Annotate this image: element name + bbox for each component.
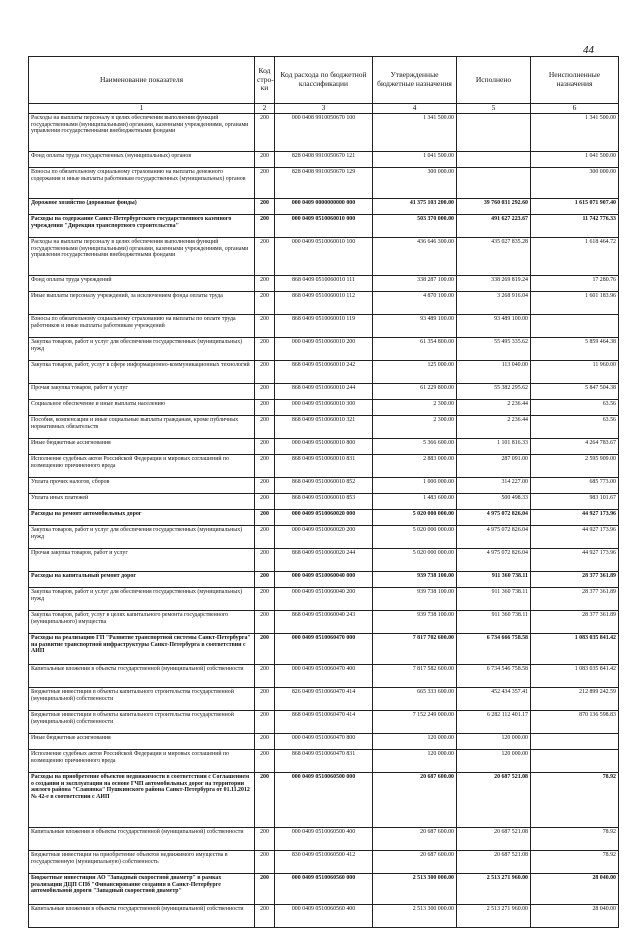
table-row <box>29 773 619 828</box>
row-name: Закупка товаров, работ и услуг для обеспечения государственных (муниципальных) нужд <box>29 588 255 611</box>
row-unexecuted: 78.92 <box>531 773 619 828</box>
row-executed: 6 734 666 758.58 <box>457 634 531 665</box>
row-unexecuted: 1 341 500.00 <box>531 114 619 152</box>
row-name: Исполнение судебных актов Российской Федерации и мировых соглашений по возмещению причиненного вреда <box>29 455 255 478</box>
row-unexecuted: 63.56 <box>531 416 619 439</box>
row-budget-code: 868 0409 0510060010 853 <box>275 494 373 510</box>
row-executed: 113 040.00 <box>457 361 531 384</box>
row-approved: 5 020 000 000.00 <box>373 549 457 572</box>
row-name: Капитальные вложения в объекты государственной (муниципальной) собственности <box>29 828 255 851</box>
table-row <box>29 711 619 734</box>
row-line-code: 200 <box>255 455 275 478</box>
row-line-code: 200 <box>255 773 275 828</box>
row-unexecuted: 28 377 361.89 <box>531 572 619 588</box>
table-row <box>29 665 619 688</box>
row-name: Уплата иных платежей <box>29 494 255 510</box>
row-line-code: 200 <box>255 439 275 455</box>
row-budget-code: 868 0409 0510060010 321 <box>275 416 373 439</box>
table-row <box>29 400 619 416</box>
table-row <box>29 510 619 526</box>
row-unexecuted <box>531 750 619 773</box>
row-executed: 120 000.00 <box>457 734 531 750</box>
table-row <box>29 734 619 750</box>
row-budget-code: 868 0409 0510060010 119 <box>275 315 373 338</box>
row-budget-code: 868 0409 0510060040 243 <box>275 611 373 634</box>
row-executed: 491 627 223.67 <box>457 215 531 238</box>
row-executed: 1 101 816.33 <box>457 439 531 455</box>
row-budget-code: 000 0409 0510060560 400 <box>275 905 373 928</box>
row-unexecuted: 44 927 173.96 <box>531 526 619 549</box>
row-approved: 2 300.00 <box>373 400 457 416</box>
row-executed: 4 975 072 826.04 <box>457 510 531 526</box>
row-line-code: 200 <box>255 215 275 238</box>
row-unexecuted: 11 742 776.33 <box>531 215 619 238</box>
table-row <box>29 634 619 665</box>
row-unexecuted: 1 618 464.72 <box>531 238 619 276</box>
row-approved: 120 000.00 <box>373 734 457 750</box>
table-row <box>29 549 619 572</box>
row-unexecuted: 28 040.00 <box>531 874 619 905</box>
row-approved: 5 020 000 000.00 <box>373 526 457 549</box>
row-line-code: 200 <box>255 238 275 276</box>
row-approved: 93 489 100.00 <box>373 315 457 338</box>
table-row <box>29 611 619 634</box>
row-executed: 911 360 738.11 <box>457 588 531 611</box>
column-number: 1 <box>29 104 255 114</box>
row-executed: 452 434 357.41 <box>457 688 531 711</box>
row-budget-code: 868 0409 0510060010 852 <box>275 478 373 494</box>
table-row <box>29 152 619 168</box>
row-unexecuted: 28 040.00 <box>531 905 619 928</box>
row-executed: 55 495 335.62 <box>457 338 531 361</box>
row-name: Прочая закупка товаров, работ и услуг <box>29 549 255 572</box>
row-budget-code: 828 0408 9910050670 129 <box>275 168 373 199</box>
row-unexecuted: 1 083 035 841.42 <box>531 634 619 665</box>
row-approved: 120 000.00 <box>373 750 457 773</box>
row-approved: 436 646 300.00 <box>373 238 457 276</box>
table-row <box>29 361 619 384</box>
row-line-code: 200 <box>255 416 275 439</box>
row-line-code: 200 <box>255 510 275 526</box>
row-line-code: 200 <box>255 711 275 734</box>
table-row <box>29 292 619 315</box>
row-line-code: 200 <box>255 199 275 215</box>
row-budget-code: 000 0409 0510060500 000 <box>275 773 373 828</box>
row-unexecuted: 1 041 500.00 <box>531 152 619 168</box>
table-row <box>29 572 619 588</box>
row-executed: 338 269 819.24 <box>457 276 531 292</box>
row-line-code: 200 <box>255 114 275 152</box>
row-unexecuted: 4 264 783.67 <box>531 439 619 455</box>
row-name: Расходы на приобретение объектов недвижимости в соответствии с Соглашением о создании и эксплуатации на основе ГЧП автомобильных дорог на территории жилого района "Славянка" Пушкинского района Санкт-Петербурга от 01.11.2012 № 42-е в соответствии с АИП <box>29 773 255 828</box>
row-approved: 2 513 300 000.00 <box>373 874 457 905</box>
row-budget-code: 000 0409 0510060040 000 <box>275 572 373 588</box>
row-executed: 500 498.33 <box>457 494 531 510</box>
table-row <box>29 455 619 478</box>
row-executed: 3 268 916.04 <box>457 292 531 315</box>
row-line-code: 200 <box>255 611 275 634</box>
row-executed: 2 513 271 960.00 <box>457 905 531 928</box>
row-approved: 7 152 249 000.00 <box>373 711 457 734</box>
row-line-code: 200 <box>255 315 275 338</box>
table-row <box>29 828 619 851</box>
row-name: Дорожное хозяйство (дорожные фонды) <box>29 199 255 215</box>
row-line-code: 200 <box>255 338 275 361</box>
row-name: Капитальные вложения в объекты государственной (муниципальной) собственности <box>29 905 255 928</box>
row-unexecuted: 63.56 <box>531 400 619 416</box>
row-executed: 287 091.00 <box>457 455 531 478</box>
table-row <box>29 215 619 238</box>
row-approved: 338 287 100.00 <box>373 276 457 292</box>
row-budget-code: 000 0409 0510060010 200 <box>275 338 373 361</box>
row-name: Расходы на выплаты персоналу в целях обеспечения выполнения функций государственными (муниципальными) органами, казенными учреждениями, органами управления государственными внебюджетными фондами <box>29 238 255 276</box>
row-executed: 435 027 835.28 <box>457 238 531 276</box>
row-line-code: 200 <box>255 688 275 711</box>
row-approved: 300 000.00 <box>373 168 457 199</box>
row-line-code: 200 <box>255 276 275 292</box>
row-budget-code: 828 0408 9910050670 121 <box>275 152 373 168</box>
row-unexecuted: 78.92 <box>531 828 619 851</box>
row-executed: 20 687 521.08 <box>457 773 531 828</box>
row-executed: 120 000.00 <box>457 750 531 773</box>
row-name: Исполнение судебных актов Российской Федерации и мировых соглашений по возмещению причиненного вреда <box>29 750 255 773</box>
row-executed: 93 489 100.00 <box>457 315 531 338</box>
page-number: 44 <box>583 44 594 56</box>
row-budget-code: 868 0409 0510060470 831 <box>275 750 373 773</box>
row-unexecuted: 17 280.76 <box>531 276 619 292</box>
row-approved: 61 229 800.00 <box>373 384 457 400</box>
table-row <box>29 439 619 455</box>
row-budget-code: 868 0409 0510060010 244 <box>275 384 373 400</box>
row-line-code: 200 <box>255 526 275 549</box>
table-row <box>29 494 619 510</box>
row-approved: 2 513 300 000.00 <box>373 905 457 928</box>
row-executed: 911 360 738.11 <box>457 611 531 634</box>
row-name: Прочая закупка товаров, работ и услуг <box>29 384 255 400</box>
row-executed: 39 760 031 292.60 <box>457 199 531 215</box>
row-executed: 6 282 112 401.17 <box>457 711 531 734</box>
row-executed <box>457 114 531 152</box>
row-name: Фонд оплаты труда учреждений <box>29 276 255 292</box>
row-line-code: 200 <box>255 828 275 851</box>
row-approved: 1 000 000.00 <box>373 478 457 494</box>
row-name: Расходы на капитальный ремонт дорог <box>29 572 255 588</box>
row-name: Бюджетные инвестиции в объекты капитального строительства государственной (муниципальной) собственности <box>29 711 255 734</box>
row-unexecuted: 870 136 598.83 <box>531 711 619 734</box>
column-number-row <box>29 104 619 114</box>
row-approved: 61 354 800.00 <box>373 338 457 361</box>
row-name: Закупка товаров, работ и услуг для обеспечения государственных (муниципальных) нужд <box>29 526 255 549</box>
row-budget-code: 000 0409 0510060500 400 <box>275 828 373 851</box>
header-executed: Исполнено <box>457 57 531 104</box>
row-line-code: 200 <box>255 361 275 384</box>
row-budget-code: 000 0409 0510060470 800 <box>275 734 373 750</box>
row-executed: 55 382 295.62 <box>457 384 531 400</box>
row-approved: 503 370 000.00 <box>373 215 457 238</box>
row-unexecuted: 5 859 464.38 <box>531 338 619 361</box>
table-row <box>29 384 619 400</box>
row-name: Иные бюджетные ассигнования <box>29 734 255 750</box>
row-approved: 7 817 582 600.00 <box>373 665 457 688</box>
row-approved: 4 870 100.00 <box>373 292 457 315</box>
table-row <box>29 238 619 276</box>
row-line-code: 200 <box>255 152 275 168</box>
row-unexecuted: 685 773.00 <box>531 478 619 494</box>
row-name: Закупка товаров, работ и услуг для обеспечения государственных (муниципальных) нужд <box>29 338 255 361</box>
row-line-code: 200 <box>255 634 275 665</box>
row-name: Бюджетные инвестиции в объекты капитального строительства государственной (муниципальной) собственности <box>29 688 255 711</box>
table-row <box>29 905 619 928</box>
row-approved: 5 020 000 000.00 <box>373 510 457 526</box>
row-line-code: 200 <box>255 478 275 494</box>
table-row <box>29 416 619 439</box>
row-line-code: 200 <box>255 734 275 750</box>
row-executed <box>457 152 531 168</box>
row-name: Иные бюджетные ассигнования <box>29 439 255 455</box>
row-budget-code: 868 0409 0510060470 414 <box>275 711 373 734</box>
row-unexecuted: 983 101.67 <box>531 494 619 510</box>
row-unexecuted: 44 927 173.96 <box>531 510 619 526</box>
row-approved: 41 375 103 200.00 <box>373 199 457 215</box>
row-approved: 939 738 100.00 <box>373 572 457 588</box>
row-name: Капитальные вложения в объекты государственной (муниципальной) собственности <box>29 665 255 688</box>
row-approved: 665 333 600.00 <box>373 688 457 711</box>
table-row <box>29 315 619 338</box>
row-unexecuted: 1 083 035 841.42 <box>531 665 619 688</box>
row-unexecuted: 5 847 504.38 <box>531 384 619 400</box>
row-unexecuted: 300 000.00 <box>531 168 619 199</box>
row-approved: 2 300.00 <box>373 416 457 439</box>
table-row <box>29 199 619 215</box>
row-approved: 1 341 500.00 <box>373 114 457 152</box>
row-executed: 20 687 521.08 <box>457 851 531 874</box>
header-approved: Утвержденные бюджетные назначения <box>373 57 457 104</box>
row-budget-code: 868 0409 0510060010 242 <box>275 361 373 384</box>
column-number: 2 <box>255 104 275 114</box>
row-line-code: 200 <box>255 588 275 611</box>
row-name: Взносы по обязательному социальному страхованию на выплаты денежного содержания и иные выплаты работникам государственных (муниципальных) органов <box>29 168 255 199</box>
row-executed: 314 227.00 <box>457 478 531 494</box>
row-executed: 2 236.44 <box>457 416 531 439</box>
row-name: Взносы по обязательному социальному страхованию на выплаты по оплате труда работников и иные выплаты работникам учреждений <box>29 315 255 338</box>
row-line-code: 200 <box>255 494 275 510</box>
row-budget-code: 000 0409 0510060010 000 <box>275 215 373 238</box>
row-name: Фонд оплаты труда государственных (муниципальных) органов <box>29 152 255 168</box>
row-unexecuted: 28 377 361.89 <box>531 588 619 611</box>
row-name: Расходы на реализацию ГП "Развитие транспортной системы Санкт-Петербурга" на развитие транспортной инфраструктуры Санкт-Петербурга в соответствии с АИП <box>29 634 255 665</box>
row-executed <box>457 168 531 199</box>
row-unexecuted: 212 899 242.59 <box>531 688 619 711</box>
row-budget-code: 000 0409 0510060010 300 <box>275 400 373 416</box>
row-unexecuted: 1 615 071 907.40 <box>531 199 619 215</box>
row-name: Социальное обеспечение и иные выплаты населению <box>29 400 255 416</box>
row-budget-code: 000 0409 0510060010 800 <box>275 439 373 455</box>
row-name: Расходы на ремонт автомобильных дорог <box>29 510 255 526</box>
row-name: Бюджетные инвестиции АО "Западный скоростной диаметр" в рамках реализации ДЦП СПб "Финансирование создания в Санкт-Петербурге автомобильной дороги "Западный скоростной диаметр" <box>29 874 255 905</box>
row-executed: 6 734 546 758.58 <box>457 665 531 688</box>
row-line-code: 200 <box>255 905 275 928</box>
row-line-code: 200 <box>255 874 275 905</box>
row-line-code: 200 <box>255 168 275 199</box>
row-unexecuted: 2 595 909.00 <box>531 455 619 478</box>
row-approved: 20 687 600.00 <box>373 828 457 851</box>
row-line-code: 200 <box>255 549 275 572</box>
row-approved: 20 687 600.00 <box>373 773 457 828</box>
table-row <box>29 338 619 361</box>
table-header-row <box>29 57 619 104</box>
row-name: Бюджетные инвестиции на приобретение объектов недвижимого имущества в государственную (муниципальную) собственность <box>29 851 255 874</box>
row-name: Иные выплаты персоналу учреждений, за исключением фонда оплаты труда <box>29 292 255 315</box>
row-unexecuted: 78.92 <box>531 851 619 874</box>
row-unexecuted <box>531 315 619 338</box>
row-executed: 4 975 072 826.04 <box>457 549 531 572</box>
table-row <box>29 851 619 874</box>
row-name: Пособия, компенсации и иные социальные выплаты гражданам, кроме публичных нормативных обязательств <box>29 416 255 439</box>
row-budget-code: 000 0409 0510060020 200 <box>275 526 373 549</box>
row-executed: 20 687 521.08 <box>457 828 531 851</box>
row-budget-code: 868 0409 0510060010 111 <box>275 276 373 292</box>
row-approved: 7 817 702 600.00 <box>373 634 457 665</box>
table-row <box>29 276 619 292</box>
row-approved: 125 000.00 <box>373 361 457 384</box>
table-row <box>29 874 619 905</box>
row-approved: 5 366 600.00 <box>373 439 457 455</box>
row-budget-code: 000 0408 9910050670 100 <box>275 114 373 152</box>
row-approved: 939 738 100.00 <box>373 588 457 611</box>
row-name: Расходы на содержание Санкт-Петербургского государственного казенного учреждения "Дирекция транспортного строительства" <box>29 215 255 238</box>
header-budget-code: Код расхода по бюджетной классификации <box>275 57 373 104</box>
row-line-code: 200 <box>255 292 275 315</box>
row-line-code: 200 <box>255 400 275 416</box>
row-budget-code: 826 0409 0510060470 414 <box>275 688 373 711</box>
table-row <box>29 168 619 199</box>
row-unexecuted: 1 601 183.96 <box>531 292 619 315</box>
row-executed: 2 513 271 960.00 <box>457 874 531 905</box>
row-unexecuted: 11 960.00 <box>531 361 619 384</box>
row-approved: 1 041 500.00 <box>373 152 457 168</box>
header-code: Код стро- ки <box>255 57 275 104</box>
row-name: Уплата прочих налогов, сборов <box>29 478 255 494</box>
row-budget-code: 000 0409 0510060010 100 <box>275 238 373 276</box>
table-row <box>29 478 619 494</box>
row-budget-code: 000 0409 0510060470 000 <box>275 634 373 665</box>
table-row <box>29 526 619 549</box>
column-number: 5 <box>457 104 531 114</box>
row-budget-code: 000 0409 0510060560 000 <box>275 874 373 905</box>
row-unexecuted: 28 377 361.89 <box>531 611 619 634</box>
row-executed: 911 360 738.11 <box>457 572 531 588</box>
row-line-code: 200 <box>255 665 275 688</box>
row-unexecuted <box>531 734 619 750</box>
row-approved: 20 687 600.00 <box>373 851 457 874</box>
table-row <box>29 114 619 152</box>
column-number: 4 <box>373 104 457 114</box>
row-name: Закупка товаров, работ, услуг в сфере информационно-коммуникационных технологий <box>29 361 255 384</box>
table-row <box>29 688 619 711</box>
row-name: Расходы на выплаты персоналу в целях обеспечения выполнения функций государственными (муниципальными) органами, казенными учреждениями, органами управления государственными внебюджетными фондами <box>29 114 255 152</box>
row-budget-code: 000 0409 0510060470 400 <box>275 665 373 688</box>
row-budget-code: 868 0409 0510060010 112 <box>275 292 373 315</box>
row-executed: 2 236.44 <box>457 400 531 416</box>
table-row <box>29 588 619 611</box>
row-approved: 939 738 100.00 <box>373 611 457 634</box>
row-budget-code: 868 0409 0510060010 831 <box>275 455 373 478</box>
row-line-code: 200 <box>255 851 275 874</box>
row-executed: 4 975 072 826.04 <box>457 526 531 549</box>
budget-execution-table <box>28 56 619 928</box>
row-budget-code: 000 0409 0000000000 000 <box>275 199 373 215</box>
row-unexecuted: 44 927 173.96 <box>531 549 619 572</box>
row-line-code: 200 <box>255 750 275 773</box>
column-number: 6 <box>531 104 619 114</box>
row-approved: 1 483 600.00 <box>373 494 457 510</box>
header-name: Наименование показателя <box>29 57 255 104</box>
table-row <box>29 750 619 773</box>
row-budget-code: 868 0409 0510060020 244 <box>275 549 373 572</box>
row-budget-code: 000 0409 0510060040 200 <box>275 588 373 611</box>
header-unexecuted: Неисполненные назначения <box>531 57 619 104</box>
row-name: Закупка товаров, работ, услуг в целях капитального ремонта государственного (муниципального) имущества <box>29 611 255 634</box>
row-approved: 2 883 000.00 <box>373 455 457 478</box>
row-budget-code: 830 0409 0510060500 412 <box>275 851 373 874</box>
row-budget-code: 000 0409 0510060020 000 <box>275 510 373 526</box>
row-line-code: 200 <box>255 572 275 588</box>
row-line-code: 200 <box>255 384 275 400</box>
column-number: 3 <box>275 104 373 114</box>
